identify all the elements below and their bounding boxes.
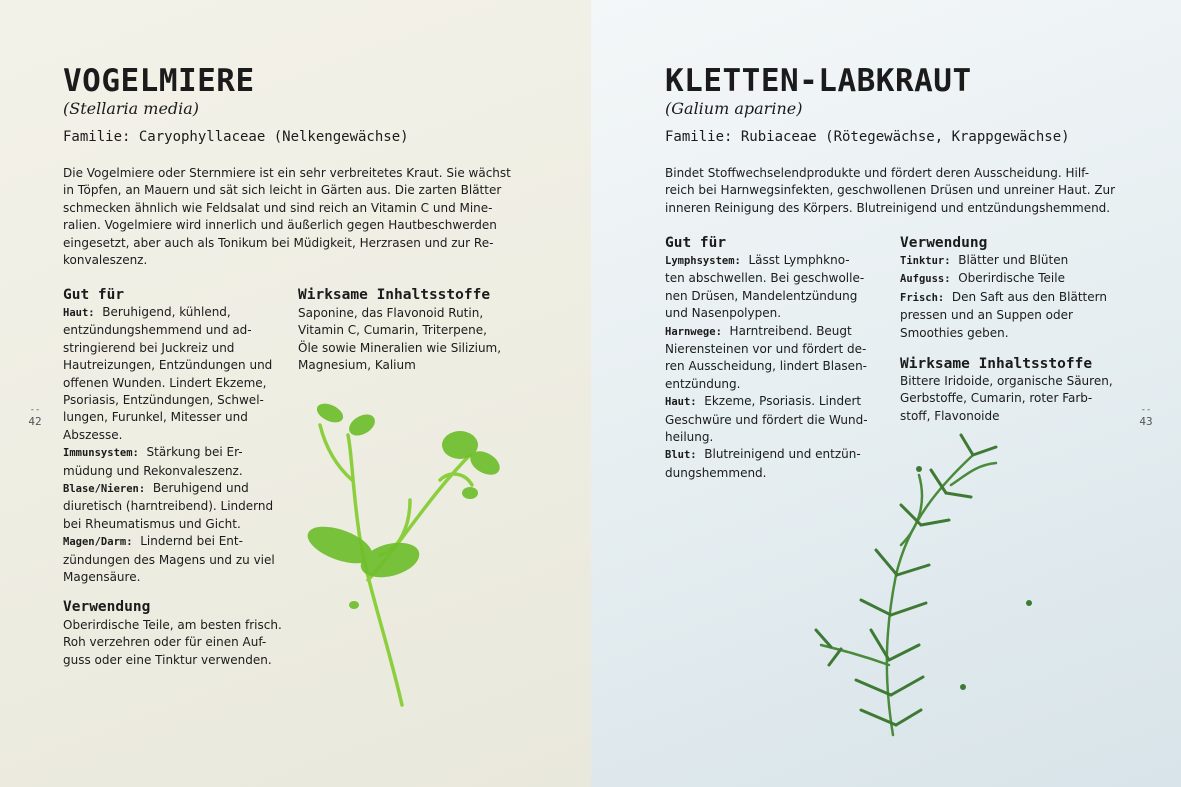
- benefit-text: ren Ausscheidung, lindert Blasen-: [665, 359, 868, 374]
- benefit-text: und Nasenpolypen.: [665, 306, 782, 321]
- benefit-text: Harntreibend. Beugt: [729, 323, 852, 338]
- intro-line: eingesetzt, aber auch als Tonikum bei Müdigkeit, Herzrasen und zur Re-: [63, 235, 494, 250]
- page-title: VOGELMIERE: [63, 63, 255, 99]
- benefit-text: Stärkung bei Er-: [146, 445, 243, 460]
- benefit-text: Psoriasis, Entzündungen, Schwel-: [63, 393, 264, 408]
- benefit-text: bei Rheumatismus und Gicht.: [63, 516, 241, 531]
- benefit-text: Beruhigend und: [152, 481, 249, 496]
- intro-line: Bindet Stoffwechselendprodukte und fördert deren Ausscheidung. Hilf-: [665, 166, 1090, 180]
- ingredient-line: Magnesium, Kalium: [298, 358, 416, 373]
- plant-family: Familie: Caryophyllaceae (Nelkengewächse): [63, 129, 409, 145]
- gut-fuer-list: [63, 304, 293, 587]
- botanical-name: (Galium aparine): [665, 99, 803, 118]
- chickweed-illustration: [290, 385, 530, 715]
- benefit-text: stringierend bei Juckreiz und: [63, 340, 235, 355]
- benefit-text: Geschwüre und fördert die Wund-: [665, 412, 868, 427]
- usage-line: Oberirdische Teile, am besten frisch.: [63, 618, 282, 632]
- intro-line: schmecken ähnlich wie Feldsalat und sind reich an Vitamin C und Mine-: [63, 200, 493, 215]
- benefit-text: lungen, Furunkel, Mitesser und: [63, 410, 248, 425]
- intro-paragraph: [63, 165, 533, 269]
- botanical-name: (Stellaria media): [63, 99, 200, 118]
- benefit-label: Blut:: [665, 449, 697, 462]
- usage-text: Den Saft aus den Blättern: [951, 289, 1107, 304]
- benefit-label: Haut:: [63, 307, 95, 319]
- usage-line: guss oder eine Tinktur verwenden.: [63, 652, 272, 667]
- benefit-text: dungshemmend.: [665, 465, 767, 480]
- intro-line: in Töpfen, an Mauern und sät sich leicht in Gärten aus. Die zarten Blätter: [63, 183, 502, 198]
- usage-text: Smoothies geben.: [900, 325, 1009, 340]
- ingredient-line: Öle sowie Mineralien wie Silizium,: [298, 340, 502, 355]
- intro-line: ralien. Vogelmiere wird innerlich und äußerlich gegen Hautbeschwerden: [63, 218, 497, 233]
- intro-paragraph: [665, 165, 1135, 217]
- benefit-text: Blutreinigend und entzün-: [704, 447, 861, 462]
- gut-fuer-list: [665, 252, 890, 482]
- intro-line: konvaleszenz.: [63, 253, 148, 268]
- page-number-value: 42: [28, 415, 42, 428]
- gut-fuer-heading: Gut für: [665, 235, 727, 251]
- usage-label: Aufguss:: [900, 273, 951, 286]
- page-title: KLETTEN-LABKRAUT: [665, 63, 972, 99]
- intro-line: reich bei Harnwegsinfekten, geschwollenen Drüsen und unreiner Haut. Zur: [665, 183, 1116, 198]
- ingredient-line: Saponine, das Flavonoid Rutin,: [298, 306, 484, 320]
- benefit-label: Harnwege:: [665, 325, 722, 338]
- benefit-text: Hautreizungen, Entzündungen und: [63, 358, 273, 373]
- benefit-text: diuretisch (harntreibend). Lindernd: [63, 499, 274, 514]
- inhaltsstoffe-text: [900, 373, 1140, 425]
- benefit-text: entzündungshemmend und ad-: [63, 323, 252, 338]
- verwendung-heading: Verwendung: [900, 235, 988, 251]
- ingredient-line: stoff, Flavonoide: [900, 408, 1000, 423]
- benefit-text: Magensäure.: [63, 570, 141, 585]
- benefit-text: Lässt Lymphkno-: [748, 253, 850, 267]
- verwendung-heading: Verwendung: [63, 599, 151, 615]
- benefit-text: Beruhigend, kühlend,: [102, 305, 231, 319]
- benefit-text: nen Drüsen, Mandelentzündung: [665, 288, 858, 303]
- benefit-text: ten abschwellen. Bei geschwolle-: [665, 271, 865, 286]
- page-number: [1131, 405, 1161, 428]
- verwendung-text: [63, 617, 293, 669]
- inhaltsstoffe-text: [298, 305, 538, 375]
- inhaltsstoffe-heading: Wirksame Inhaltsstoffe: [298, 287, 491, 303]
- plant-family: Familie: Rubiaceae (Rötegewächse, Krappgewächse): [665, 129, 1070, 145]
- right-page: [591, 0, 1181, 787]
- benefit-text: Lindernd bei Ent-: [140, 534, 243, 549]
- usage-text: pressen und an Suppen oder: [900, 308, 1073, 323]
- benefit-label: Blase/Nieren:: [63, 483, 146, 496]
- ingredient-line: Vitamin C, Cumarin, Triterpene,: [298, 323, 487, 338]
- usage-text: Blätter und Blüten: [958, 253, 1069, 267]
- usage-text: Oberirdische Teile: [958, 271, 1065, 286]
- usage-line: Roh verzehren oder für einen Auf-: [63, 635, 267, 650]
- benefit-label: Lymphsystem:: [665, 255, 741, 267]
- benefit-text: müdung und Rekonvaleszenz.: [63, 463, 243, 478]
- inhaltsstoffe-heading: Wirksame Inhaltsstoffe: [900, 356, 1093, 372]
- benefit-text: zündungen des Magens und zu viel: [63, 552, 275, 567]
- intro-line: inneren Reinigung des Körpers. Blutreinigend und entzündungshemmend.: [665, 200, 1111, 215]
- folio-dash: --: [1140, 405, 1152, 415]
- usage-label: Frisch:: [900, 291, 945, 304]
- ingredient-line: Bittere Iridoide, organische Säuren,: [900, 374, 1113, 388]
- page-number-value: 43: [1139, 415, 1153, 428]
- benefit-text: Abszesse.: [63, 427, 123, 442]
- benefit-label: Magen/Darm:: [63, 536, 133, 549]
- benefit-text: offenen Wunden. Lindert Ekzeme,: [63, 375, 267, 390]
- page-number: [20, 405, 50, 428]
- gut-fuer-heading: Gut für: [63, 287, 125, 303]
- benefit-text: entzündung.: [665, 376, 741, 391]
- intro-line: Die Vogelmiere oder Sternmiere ist ein sehr verbreitetes Kraut. Sie wächst: [63, 166, 511, 180]
- benefit-text: Nierensteinen vor und fördert de-: [665, 342, 867, 357]
- usage-label: Tinktur:: [900, 255, 951, 267]
- benefit-label: Haut:: [665, 396, 697, 409]
- ingredient-line: Gerbstoffe, Cumarin, roter Farb-: [900, 391, 1093, 406]
- benefit-text: heilung.: [665, 430, 714, 445]
- verwendung-text: [900, 252, 1140, 342]
- benefit-label: Immunsystem:: [63, 447, 139, 460]
- folio-dash: --: [29, 405, 41, 415]
- benefit-text: Ekzeme, Psoriasis. Lindert: [704, 394, 862, 409]
